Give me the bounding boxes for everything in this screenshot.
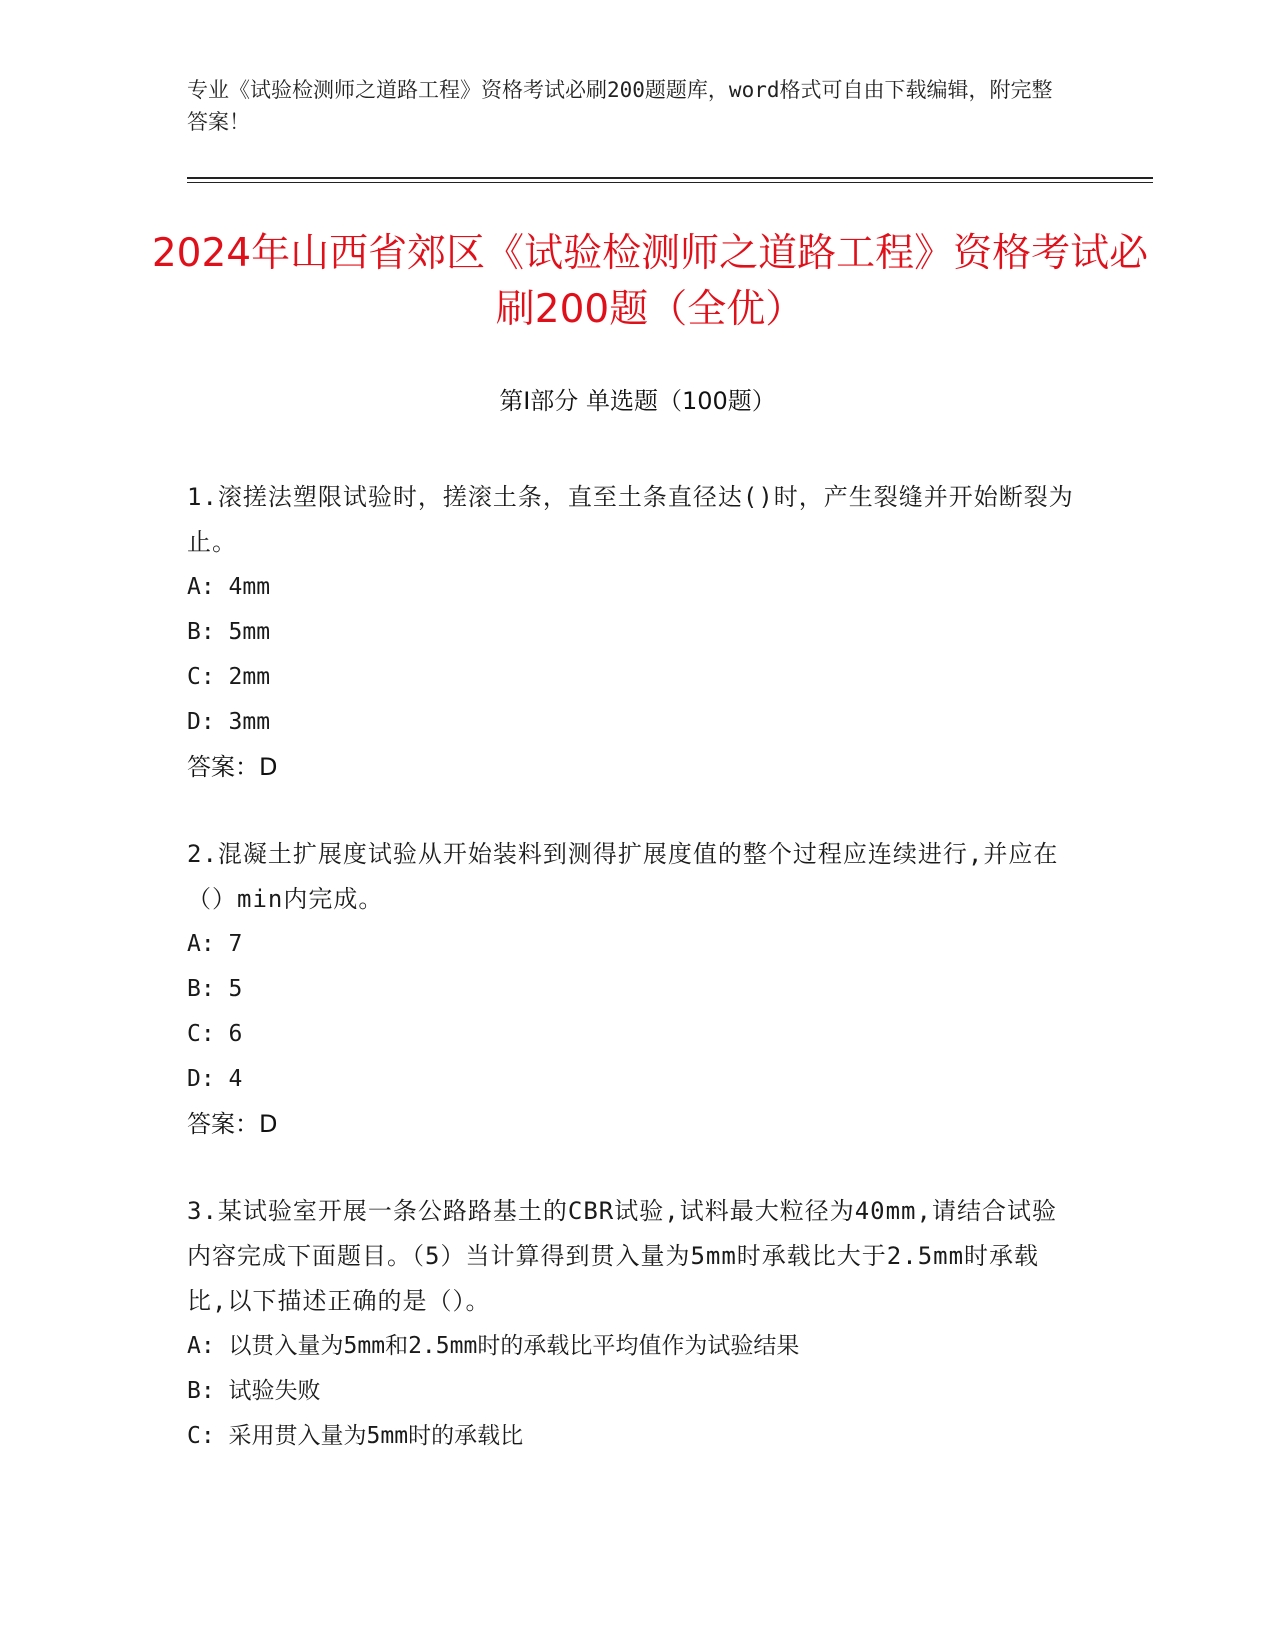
option-c: C: 2mm xyxy=(187,664,271,690)
header-divider-thick xyxy=(187,177,1153,179)
option-d: D: 3mm xyxy=(187,709,271,735)
option-b: B: 5mm xyxy=(187,619,271,645)
question-stem: 2.混凝土扩展度试验从开始装料到测得扩展度值的整个过程应连续进行,并应在（）min内完成。 xyxy=(187,840,1059,913)
question-list xyxy=(187,475,1077,1501)
option-d: D: 4 xyxy=(187,1066,243,1092)
document-title: 2024年山西省郊区《试验检测师之道路工程》资格考试必刷200题（全优） xyxy=(151,231,1149,332)
answer: 答案：D xyxy=(187,1110,278,1138)
option-c: C: 6 xyxy=(187,1021,243,1047)
option-a: A: 4mm xyxy=(187,574,271,600)
option-b: B: 5 xyxy=(187,976,243,1002)
section-heading: 第I部分 单选题（100题） xyxy=(499,387,776,415)
question-stem: 3.某试验室开展一条公路路基土的CBR试验,试料最大粒径为40mm,请结合试验内容完成下面题目。（5）当计算得到贯入量为5mm时承载比大于2.5mm时承载比,以下描述正确的是（）。 xyxy=(187,1197,1057,1315)
header-note: 专业《试验检测师之道路工程》资格考试必刷200题题库，word格式可自由下载编辑，附完整答案！ xyxy=(187,78,1053,134)
option-a: A: 7 xyxy=(187,931,243,957)
question-1 xyxy=(187,475,1077,790)
answer: 答案：D xyxy=(187,753,278,781)
question-stem: 1.滚搓法塑限试验时，搓滚土条，直至土条直径达()时，产生裂缝并开始断裂为止。 xyxy=(187,483,1074,556)
question-2 xyxy=(187,832,1077,1147)
option-a: A: 以贯入量为5mm和2.5mm时的承载比平均值作为试验结果 xyxy=(187,1333,800,1359)
question-3 xyxy=(187,1189,1077,1459)
option-b: B: 试验失败 xyxy=(187,1378,321,1404)
option-c: C: 采用贯入量为5mm时的承载比 xyxy=(187,1423,524,1449)
header-divider-thin xyxy=(187,182,1153,183)
